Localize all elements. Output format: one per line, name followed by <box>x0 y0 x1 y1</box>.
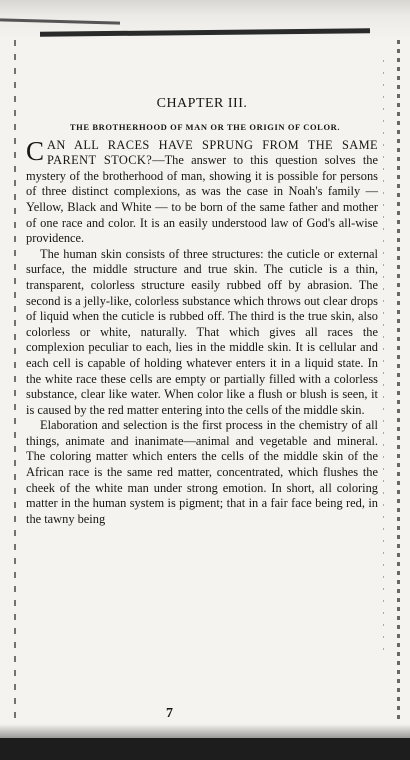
scan-left-edge <box>14 40 16 730</box>
scan-bottom-shadow <box>0 724 410 738</box>
scan-right-inner-edge <box>383 60 384 660</box>
scan-right-edge <box>397 40 400 730</box>
drop-cap: C <box>26 135 45 166</box>
scan-bottom-edge <box>0 738 410 760</box>
page-number: 7 <box>166 706 173 721</box>
paragraph-opening <box>26 135 378 247</box>
paragraph-pigment: Elaboration and selection is the first process in the chemistry of all things, animate and inanimate—animal and vegetable and mineral. The coloring matter which enters the cells of the middle skin of the African race is the same red matter, concentrated, which flushes the cheek of the white man under strong emotion. In short, all coloring matter in the human system is pigment; that in a fair face being red, in the tawny being <box>26 418 378 526</box>
chapter-subtitle: THE BROTHERHOOD OF MAN OR THE ORIGIN OF COLOR. <box>69 121 341 132</box>
paragraph-skin-structure: The human skin consists of three structures: the cuticle or external surface, the middle structure and true skin. The cuticle is a thin, transparent, colorless structure easily rubbed off by abrasion. The second is a jelly-like, colorless substance which throws out clear drops of liquid when the cuticle is rubbed off. The third is the true skin, also colorless or white, naturally. That which gives all races the complexion peculiar to each, lies in the middle skin. It is cellular and each cell is capable of holding whatever enters it in a liquid state. In the white race these cells are empty or partially filled with a colorless substance, clear like water. When color like a flush or blush is seen, it is caused by the red matter entering into the cells of the middle skin. <box>26 246 378 417</box>
chapter-heading: CHAPTER III. <box>156 96 248 111</box>
paragraph-text: —The answer to this question solves the mystery of the brotherhood of man, showing it is possible for persons of three distinct complexions, as was the case in Noah's family — Yellow, Black and White — to be born of the same father and mother of one race and color. It is an easily understood law of God's all-wise providence. <box>26 153 378 246</box>
book-page <box>26 96 378 527</box>
opening-question: AN ALL RACES HAVE SPRUNG FROM THE SAME PARENT STOCK? <box>47 137 378 168</box>
